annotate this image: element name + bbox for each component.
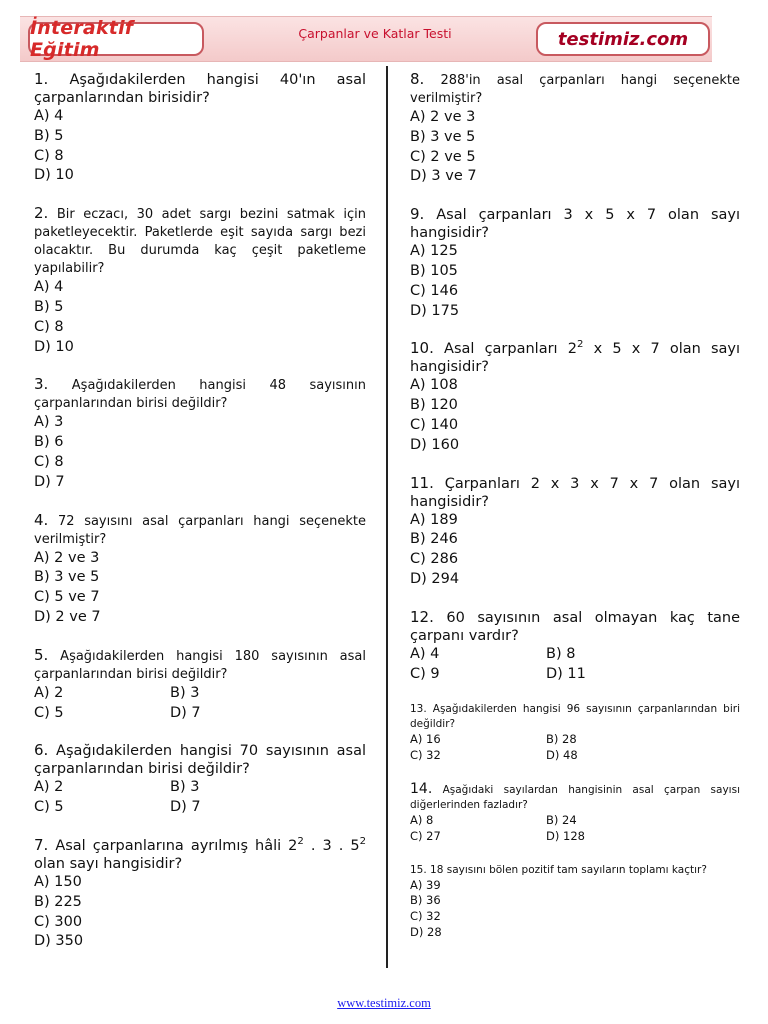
question-text: Çarpanları 2 x 3 x 7 x 7 olan sayı hangisidir?	[410, 475, 741, 510]
option[interactable]: D) 294	[410, 570, 460, 587]
option[interactable]: C) 8	[34, 147, 64, 164]
option[interactable]: C) 9	[410, 665, 440, 682]
question-text: Aşağıdakilerden hangisi 40'ın asal çarpanlarından birisidir?	[34, 72, 367, 106]
testimiz-logo[interactable]	[536, 22, 710, 56]
option[interactable]: D) 7	[170, 704, 201, 721]
question-15	[410, 863, 740, 941]
option[interactable]: B) 24	[546, 812, 577, 827]
option[interactable]: C) 2 ve 5	[410, 148, 476, 165]
option[interactable]: B) 120	[410, 397, 458, 414]
option[interactable]: D) 7	[170, 799, 201, 816]
option[interactable]: C) 146	[410, 282, 459, 299]
question-6	[34, 741, 366, 818]
question-10	[410, 339, 740, 455]
option[interactable]: A) 4	[34, 279, 64, 296]
question-text: Aşağıdakilerden hangisi 70 sayısının asal çarpanlarından birisi değildir?	[34, 743, 366, 778]
question-number: 12.	[410, 607, 434, 626]
option[interactable]: D) 28	[410, 924, 442, 939]
option[interactable]: A) 8	[410, 812, 434, 827]
question-text: Aşağıdakilerden hangisi 96 sayısının çarpanlarından biri değildir?	[410, 703, 740, 731]
option[interactable]: B) 225	[34, 893, 82, 910]
options-grid	[410, 645, 740, 685]
option[interactable]: B) 105	[410, 262, 458, 279]
question-number: 7.	[34, 835, 49, 854]
page-title: Çarpanlar ve Katlar Testi	[298, 26, 452, 41]
question-12	[410, 608, 740, 685]
question-11	[410, 474, 740, 590]
option[interactable]: D) 2 ve 7	[34, 608, 101, 625]
option[interactable]: D) 10	[34, 338, 74, 355]
option[interactable]: B) 6	[34, 434, 64, 451]
question-text: olan sayı hangisidir?	[34, 855, 183, 872]
option[interactable]: C) 5	[34, 799, 64, 816]
option[interactable]: D) 11	[546, 665, 586, 682]
option[interactable]: A) 4	[410, 645, 440, 662]
question-number: 1.	[34, 70, 49, 88]
question-text: 288'in asal çarpanları hangi seçenekte verilmiştir?	[410, 73, 740, 106]
option[interactable]: C) 140	[410, 416, 459, 433]
option[interactable]: C) 32	[410, 909, 441, 924]
option[interactable]: B) 3	[170, 684, 200, 701]
option[interactable]: B) 36	[410, 893, 441, 908]
question-number: 9.	[410, 205, 425, 224]
options-grid	[34, 684, 366, 724]
option[interactable]: D) 160	[410, 436, 460, 453]
question-text: Aşağıdakilerden hangisi 48 sayısının çarpanlarından birisi değildir?	[34, 378, 366, 412]
question-number: 15.	[410, 863, 427, 876]
question-number: 2.	[34, 204, 49, 223]
option[interactable]: D) 350	[34, 933, 84, 950]
option[interactable]: C) 8	[34, 318, 64, 335]
option[interactable]: C) 286	[410, 551, 459, 568]
question-text: 18 sayısını bölen pozitif tam sayıların toplamı kaçtır?	[430, 863, 707, 876]
logo-right-text: testimiz.com	[557, 28, 689, 50]
right-column	[410, 70, 740, 959]
exponent: 2	[359, 836, 367, 848]
question-14	[410, 782, 740, 845]
option[interactable]: A) 150	[34, 873, 82, 890]
option[interactable]: B) 5	[34, 298, 64, 315]
option[interactable]: A) 2	[34, 779, 64, 796]
exponent: 2	[297, 836, 304, 848]
question-text: Bir eczacı, 30 adet sargı bezini satmak için paketleyecektir. Paketlerde eşit sayıda sargı bezi olacaktır. Bu durumda kaç çeşit paketleme yapılabilir?	[34, 207, 366, 277]
option[interactable]: C) 5	[34, 704, 64, 721]
options-grid	[34, 778, 366, 818]
option[interactable]: A) 3	[34, 414, 64, 431]
question-text: Asal çarpanları 3 x 5 x 7 olan sayı hangisidir?	[410, 207, 740, 242]
question-text: Asal çarpanlarına ayrılmış hâli 2	[55, 837, 298, 854]
option[interactable]: A) 125	[410, 243, 458, 260]
question-9	[410, 205, 740, 321]
options-grid	[410, 732, 740, 764]
footer	[0, 992, 768, 1011]
question-text: Aşağıdakilerden hangisi 180 sayısının asal çarpanlarından birisi değildir?	[34, 648, 366, 682]
option[interactable]: D) 128	[546, 828, 585, 843]
question-7	[34, 836, 366, 952]
option[interactable]: A) 189	[410, 511, 458, 528]
question-text: x 5 x 7 olan sayı hangisidir?	[410, 341, 741, 376]
question-1	[34, 70, 366, 186]
question-text: Aşağıdaki sayılardan hangisinin asal çarpan sayısı diğerlerinden fazladır?	[410, 783, 740, 811]
question-text: Asal çarpanları 2	[444, 341, 577, 358]
question-number: 14.	[410, 780, 433, 797]
option[interactable]: A) 4	[34, 108, 64, 124]
option[interactable]: C) 300	[34, 913, 83, 930]
option[interactable]: D) 175	[410, 302, 460, 319]
option[interactable]: D) 7	[34, 473, 65, 490]
question-number: 4.	[34, 510, 49, 529]
option[interactable]: C) 8	[34, 453, 64, 470]
option[interactable]: A) 108	[410, 377, 458, 394]
option[interactable]: A) 2 ve 3	[34, 549, 100, 566]
question-number: 6.	[34, 741, 49, 760]
option[interactable]: A) 2 ve 3	[410, 109, 476, 125]
option[interactable]: C) 27	[410, 828, 441, 843]
question-number: 5.	[34, 645, 49, 664]
option[interactable]: D) 10	[34, 167, 74, 184]
question-text: 72 sayısını asal çarpanları hangi seçenekte verilmiştir?	[34, 513, 366, 547]
question-2	[34, 204, 366, 357]
option[interactable]: D) 48	[546, 748, 578, 763]
question-number: 13.	[410, 703, 427, 716]
option[interactable]: A) 2	[34, 684, 64, 701]
question-13	[410, 702, 740, 764]
logo-left-text: İnteraktif Eğitim	[30, 17, 134, 61]
left-column	[34, 70, 366, 970]
question-4	[34, 511, 366, 628]
column-divider	[386, 66, 388, 968]
question-5	[34, 646, 366, 724]
option[interactable]: B) 3 ve 5	[34, 569, 100, 586]
option[interactable]: A) 39	[410, 877, 441, 892]
exponent: 2	[576, 339, 584, 351]
option[interactable]: C) 5 ve 7	[34, 589, 100, 606]
option[interactable]: B) 28	[546, 732, 577, 747]
option[interactable]: C) 32	[410, 748, 441, 763]
options-grid	[410, 813, 740, 845]
question-3	[34, 375, 366, 492]
footer-link[interactable]: www.testimiz.com	[337, 996, 431, 1010]
question-8	[410, 70, 740, 187]
option[interactable]: B) 8	[546, 645, 576, 662]
option[interactable]: A) 16	[410, 732, 441, 747]
question-text: 60 sayısının asal olmayan kaç tane çarpanı vardır?	[410, 609, 741, 644]
option[interactable]: B) 246	[410, 531, 458, 548]
option[interactable]: B) 3 ve 5	[410, 128, 476, 145]
question-number: 3.	[34, 375, 49, 394]
interaktif-egitim-logo[interactable]	[28, 17, 204, 61]
question-number: 10.	[410, 339, 434, 358]
question-number: 8.	[410, 70, 425, 88]
option[interactable]: D) 3 ve 7	[410, 168, 477, 185]
option[interactable]: B) 5	[34, 127, 64, 144]
question-number: 11.	[410, 473, 434, 492]
option[interactable]: B) 3	[170, 779, 200, 796]
question-text: . 3 . 5	[303, 837, 360, 854]
